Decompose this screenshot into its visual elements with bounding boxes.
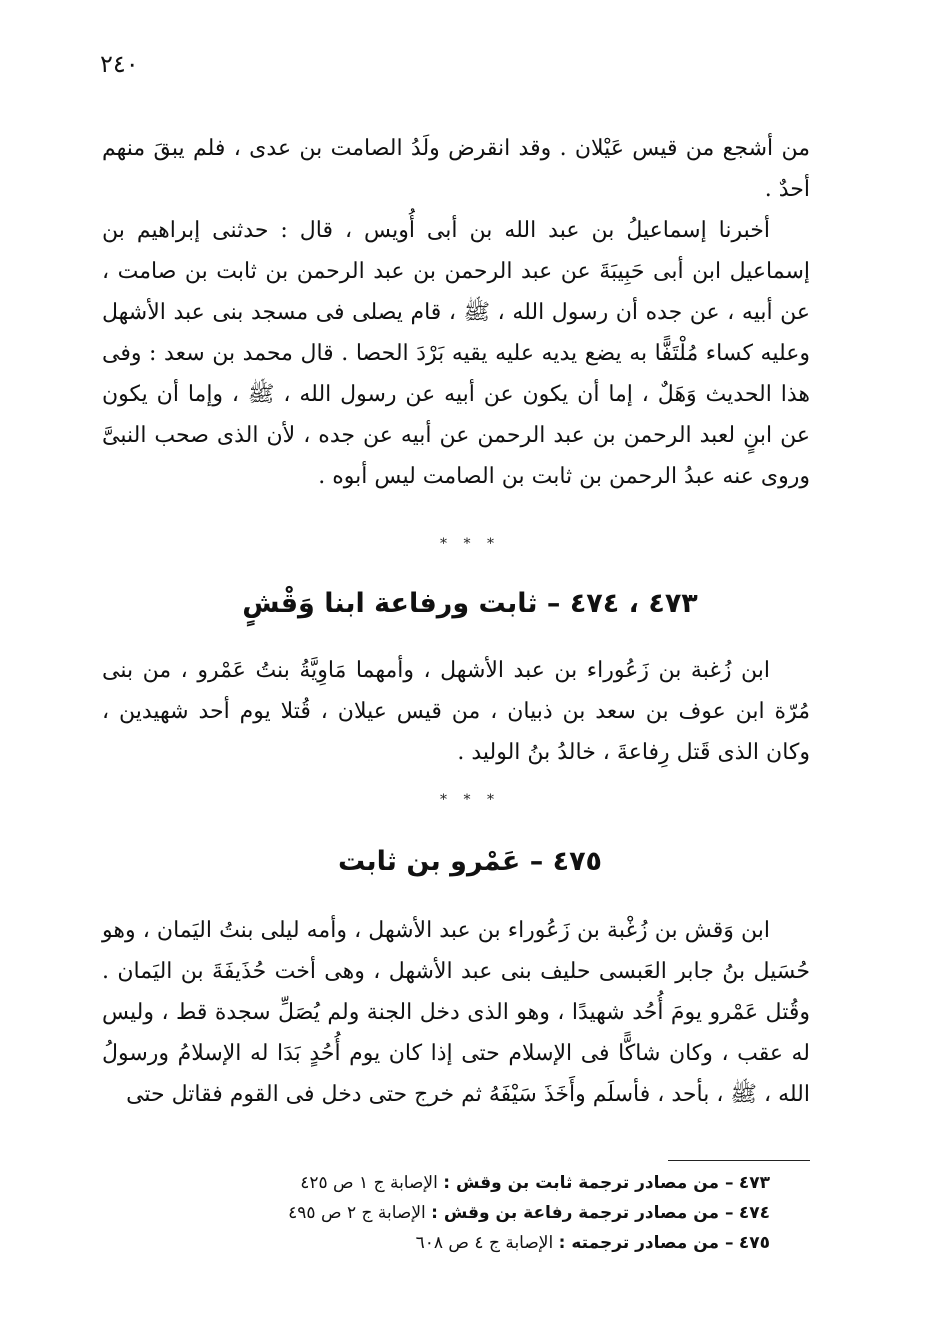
intro-text — [102, 128, 810, 497]
paragraph-hadith: أخبرنا إسماعيلُ بن عبد الله بن أبى أُويس ، قال : حدثنى إبراهيم بن إسماعيل ابن أبى حَبِيبَةَ عن عبد الرحمن بن عبد الرحمن بن ثابت بن صامت ، عن أبيه ، عن جده أن رسول الله ، ﷺ ، قام يصلى فى مسجد بنى عبد الأشهل وعليه كساء مُلْتَفًّا به يضع يديه عليه يقيه بَرْدَ الحصا . قال محمد بن سعد : وفى هذا الحديث وَهَلٌ ، إما أن يكون عن أبيه عن رسول الله ، ﷺ ، وإما أن يكون عن ابنٍ لعبد الرحمن بن عبد الرحمن عن أبيه عن جده ، لأن الذى صحب النبىَّ وروى عنه عبدُ الرحمن بن ثابت بن الصامت ليس أبوه . — [102, 218, 810, 489]
section-text-473-474 — [102, 650, 810, 773]
footnote — [240, 1228, 770, 1258]
footnote-number: ٤٧٤ — [738, 1203, 770, 1223]
section-heading-473-474: ٤٧٣ ، ٤٧٤ – ثابت ورفاعة ابنا وَقْشٍ — [242, 588, 698, 619]
footnote — [240, 1168, 770, 1198]
footnote-lead: – من مصادر ترجمة رفاعة بن وقش : — [431, 1203, 734, 1223]
footnote-reference: الإصابة ج ١ ص ٤٢٥ — [300, 1173, 438, 1193]
section-separator: * * * — [440, 536, 500, 552]
footnote-reference: الإصابة ج ٤ ص ٦٠٨ — [415, 1233, 554, 1253]
footnote-number: ٤٧٣ — [738, 1173, 770, 1193]
footnote — [240, 1198, 770, 1228]
footnote-lead: – من مصادر ترجمته : — [558, 1233, 734, 1253]
footnote-lead: – من مصادر ترجمة ثابت بن وقش : — [443, 1173, 734, 1193]
section-paragraph: ابن زُغبة بن زَعُوراء بن عبد الأشهل ، وأمهما مَاوِيَّةُ بنتُ عَمْرو ، من بنى مُرّة ابن عوف بن سعد بن ذبيان ، من قيس عيلان ، قُتلا يوم أحد شهيدين ، وكان الذى قَتل رِفاعةَ ، خالدُ بنُ الوليد . — [102, 658, 810, 765]
section-paragraph: ابن وَقش بن زُغْبة بن زَعُوراء بن عبد الأشهل ، وأمه ليلى بنتُ اليَمان ، وهو حُسَيل بنُ جابر العَبسى حليف بنى عبد الأشهل ، وهى أخت حُذَيفَةَ بن اليَمان . وقُتل عَمْرو يومَ أُحُد شهيدًا ، وهو الذى دخل الجنة ولم يُصَلِّ سجدة قط ، وليس له عقب ، وكان شاكًّا فى الإسلام حتى إذا كان يوم أُحُدٍ بَدَا له الإسلامُ ورسولُ الله ، ﷺ ، بأحد ، فأسلَم وأَخَذَ سَيْفَهُ ثم خرج حتى دخل فى القوم فقاتل حتى — [102, 918, 810, 1107]
footnotes — [240, 1168, 770, 1258]
section-heading-475: ٤٧٥ – عَمْرو بن ثابت — [337, 846, 603, 877]
footnote-reference: الإصابة ج ٢ ص ٤٩٥ — [288, 1203, 426, 1223]
paragraph-continuation: من أشجع من قيس عَيْلان . وقد انقرض ولَدُ الصامت بن عدى ، فلم يبقَ منهم أحدٌ . — [102, 136, 810, 202]
page-number: ٢٤٠ — [100, 50, 139, 78]
footnote-divider — [668, 1160, 810, 1161]
footnote-number: ٤٧٥ — [738, 1233, 770, 1253]
section-text-475 — [102, 910, 810, 1115]
section-separator: * * * — [440, 792, 500, 808]
